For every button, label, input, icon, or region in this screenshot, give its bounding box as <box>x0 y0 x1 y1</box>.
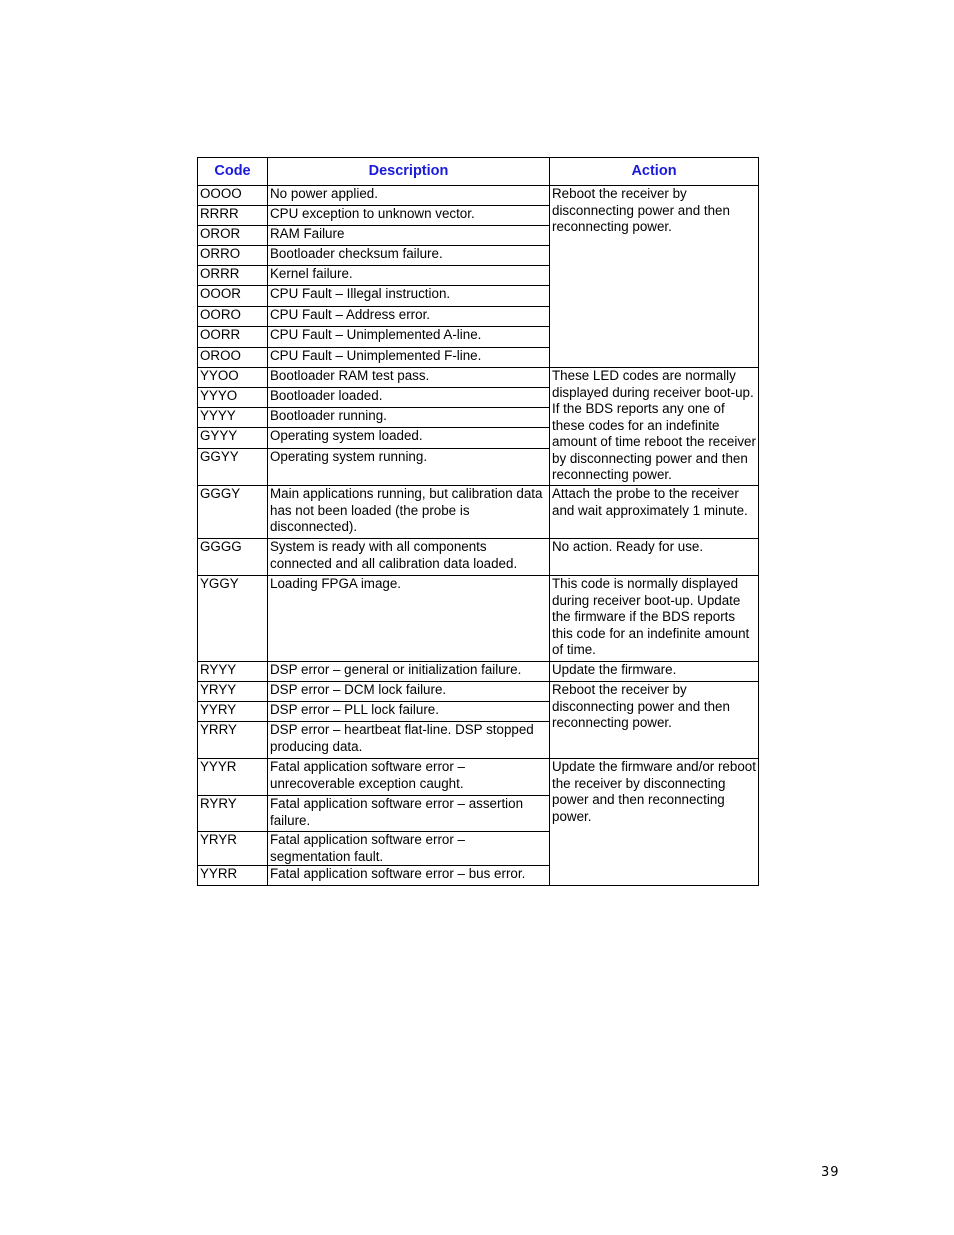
description-cell: Main applications running, but calibration data has not been loaded (the probe is disconnected). <box>268 486 550 539</box>
code-cell: YYYO <box>198 388 268 408</box>
code-cell: ORRO <box>198 246 268 266</box>
action-cell: Reboot the receiver by disconnecting power and then reconnecting power. <box>550 682 759 759</box>
action-cell: No action. Ready for use. <box>550 539 759 576</box>
table-row <box>198 186 759 206</box>
table-row <box>198 539 759 576</box>
code-cell: OOOR <box>198 286 268 307</box>
page-number: 39 <box>821 1165 840 1180</box>
led-code-table <box>197 157 759 886</box>
table-row <box>198 576 759 662</box>
table-row <box>198 662 759 682</box>
description-cell: Kernel failure. <box>268 266 550 286</box>
code-cell: GYYY <box>198 428 268 449</box>
table-row <box>198 368 759 388</box>
description-cell: CPU Fault – Illegal instruction. <box>268 286 550 307</box>
description-cell: Operating system loaded. <box>268 428 550 449</box>
description-cell: CPU Fault – Unimplemented F-line. <box>268 348 550 368</box>
description-cell: Fatal application software error – assertion failure. <box>268 796 550 832</box>
description-cell: RAM Failure <box>268 226 550 246</box>
description-cell: CPU Fault – Address error. <box>268 307 550 327</box>
header-code: Code <box>198 158 268 186</box>
code-cell: RYYY <box>198 662 268 682</box>
header-description: Description <box>268 158 550 186</box>
code-cell: YRYR <box>198 832 268 866</box>
description-cell: CPU Fault – Unimplemented A-line. <box>268 327 550 348</box>
action-cell: Attach the probe to the receiver and wait approximately 1 minute. <box>550 486 759 539</box>
code-cell: RRRR <box>198 206 268 226</box>
code-cell: RYRY <box>198 796 268 832</box>
description-cell: Bootloader running. <box>268 408 550 428</box>
table-row <box>198 759 759 796</box>
description-cell: Operating system running. <box>268 449 550 486</box>
description-cell: DSP error – DCM lock failure. <box>268 682 550 702</box>
code-cell: YGGY <box>198 576 268 662</box>
description-cell: Fatal application software error – unrecoverable exception caught. <box>268 759 550 796</box>
action-cell: Update the firmware. <box>550 662 759 682</box>
code-cell: OROO <box>198 348 268 368</box>
code-cell: YRYY <box>198 682 268 702</box>
table-header-row <box>198 158 759 186</box>
code-cell: ORRR <box>198 266 268 286</box>
code-cell: GGYY <box>198 449 268 486</box>
description-cell: CPU exception to unknown vector. <box>268 206 550 226</box>
code-cell: YYRY <box>198 702 268 722</box>
code-cell: OOOO <box>198 186 268 206</box>
action-cell: Reboot the receiver by disconnecting power and then reconnecting power. <box>550 186 759 368</box>
code-cell: OORR <box>198 327 268 348</box>
code-cell: GGGG <box>198 539 268 576</box>
description-cell: Bootloader checksum failure. <box>268 246 550 266</box>
code-cell: YRRY <box>198 722 268 759</box>
table-row <box>198 486 759 539</box>
code-cell: GGGY <box>198 486 268 539</box>
code-cell: YYYY <box>198 408 268 428</box>
table-row <box>198 682 759 702</box>
action-cell: These LED codes are normally displayed during receiver boot-up. If the BDS reports any one of these codes for an indefinite amount of time reboot the receiver by disconnecting power and then reconnecting power. <box>550 368 759 486</box>
description-cell: DSP error – general or initialization failure. <box>268 662 550 682</box>
description-cell: Fatal application software error – bus error. <box>268 866 550 886</box>
description-cell: Fatal application software error – segmentation fault. <box>268 832 550 866</box>
code-cell: YYRR <box>198 866 268 886</box>
description-cell: DSP error – heartbeat flat-line. DSP stopped producing data. <box>268 722 550 759</box>
code-cell: OROR <box>198 226 268 246</box>
code-cell: OORO <box>198 307 268 327</box>
code-cell: YYYR <box>198 759 268 796</box>
action-cell: Update the firmware and/or reboot the receiver by disconnecting power and then reconnecting power. <box>550 759 759 886</box>
description-cell: DSP error – PLL lock failure. <box>268 702 550 722</box>
description-cell: System is ready with all components connected and all calibration data loaded. <box>268 539 550 576</box>
code-cell: YYOO <box>198 368 268 388</box>
description-cell: Bootloader RAM test pass. <box>268 368 550 388</box>
description-cell: Loading FPGA image. <box>268 576 550 662</box>
description-cell: Bootloader loaded. <box>268 388 550 408</box>
action-cell: This code is normally displayed during receiver boot-up. Update the firmware if the BDS reports this code for an indefinite amount of time. <box>550 576 759 662</box>
description-cell: No power applied. <box>268 186 550 206</box>
header-action: Action <box>550 158 759 186</box>
